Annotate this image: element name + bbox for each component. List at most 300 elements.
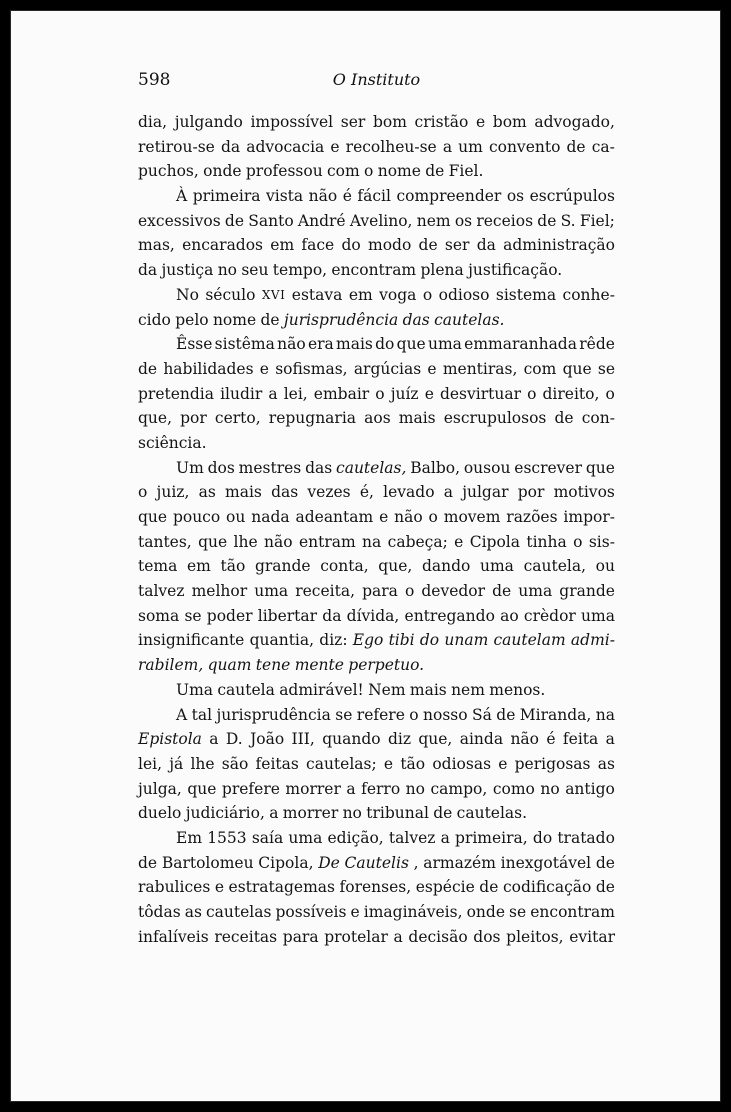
word: aos bbox=[364, 409, 391, 428]
word: ao bbox=[500, 606, 519, 625]
word: que bbox=[562, 359, 592, 378]
word: embair bbox=[313, 384, 370, 403]
word: excessivos bbox=[138, 211, 221, 230]
word: das bbox=[305, 458, 333, 477]
word: forenses, bbox=[339, 878, 412, 897]
word: de bbox=[224, 211, 245, 230]
word: de bbox=[433, 804, 453, 823]
text-line bbox=[138, 703, 615, 728]
word: o bbox=[527, 384, 537, 403]
word: saía bbox=[251, 828, 284, 847]
word: de bbox=[496, 705, 516, 724]
word: a bbox=[209, 730, 219, 749]
word: cido bbox=[138, 310, 171, 329]
word: de bbox=[595, 853, 615, 872]
text-line bbox=[138, 653, 615, 678]
word: libertar bbox=[257, 606, 318, 625]
word: devedor bbox=[421, 582, 486, 601]
text-line bbox=[138, 554, 615, 579]
word: que, bbox=[378, 557, 413, 576]
word: julgar bbox=[462, 483, 509, 502]
word: a bbox=[605, 730, 615, 749]
word: é bbox=[342, 187, 352, 206]
word: mais bbox=[336, 335, 373, 354]
text-line bbox=[138, 209, 615, 234]
text-line bbox=[138, 777, 615, 802]
word: refere bbox=[356, 705, 405, 724]
word: unam bbox=[444, 631, 489, 650]
word: tribunal bbox=[366, 804, 429, 823]
word: armazém bbox=[423, 853, 496, 872]
word: e bbox=[498, 754, 508, 773]
word: tratado bbox=[557, 828, 615, 847]
word: Bartolomeu bbox=[161, 853, 254, 872]
word: de bbox=[260, 310, 280, 329]
word: no bbox=[342, 804, 362, 823]
word: não bbox=[510, 730, 540, 749]
word: pleitos, bbox=[506, 927, 564, 946]
word: nosso bbox=[423, 705, 468, 724]
word: lhe bbox=[190, 754, 215, 773]
word: o bbox=[404, 582, 415, 601]
word: julgando bbox=[174, 113, 243, 131]
word: decisão bbox=[408, 927, 468, 946]
page-number: 598 bbox=[138, 70, 171, 90]
word: por bbox=[180, 409, 207, 428]
word: uma bbox=[518, 582, 553, 601]
word: e bbox=[454, 532, 464, 551]
word: direito, bbox=[542, 384, 600, 403]
word: em bbox=[348, 285, 373, 304]
word: mentiras, bbox=[442, 359, 518, 378]
word: infalíveis bbox=[138, 927, 209, 946]
word: para bbox=[282, 927, 319, 946]
word: André bbox=[297, 211, 346, 230]
word: dos bbox=[473, 927, 501, 946]
word: do bbox=[532, 828, 553, 847]
word: a bbox=[442, 137, 453, 156]
word: Cipola bbox=[469, 532, 520, 551]
word: menos. bbox=[489, 680, 546, 699]
word: jurisprudência bbox=[216, 705, 331, 724]
word: por bbox=[517, 483, 545, 502]
word: ser bbox=[340, 113, 366, 131]
word: encontram bbox=[331, 261, 417, 280]
word: razões bbox=[506, 508, 558, 526]
text-line bbox=[138, 900, 615, 925]
word: sofismas, bbox=[275, 359, 348, 378]
word: das bbox=[402, 310, 430, 329]
word: Um bbox=[176, 458, 204, 477]
word: evitar bbox=[569, 927, 615, 946]
word: grande bbox=[559, 582, 615, 601]
word: pelo bbox=[175, 310, 209, 329]
word: no bbox=[217, 261, 238, 280]
word: não bbox=[308, 187, 338, 206]
word: o bbox=[573, 532, 583, 551]
word: a bbox=[269, 804, 279, 823]
word: que bbox=[396, 335, 426, 354]
word: dando bbox=[421, 557, 471, 576]
word: habilidades bbox=[163, 359, 254, 378]
word: tene bbox=[255, 656, 291, 675]
word: desvirtuar bbox=[439, 384, 521, 403]
word: dos bbox=[207, 458, 235, 477]
word: jurisprudência bbox=[283, 310, 399, 329]
word: se bbox=[509, 903, 527, 921]
word: nada bbox=[251, 508, 290, 526]
word: e bbox=[350, 903, 360, 921]
word: impor- bbox=[563, 508, 615, 526]
word: quantia, bbox=[249, 631, 315, 650]
word: odiosas bbox=[432, 754, 492, 773]
word: uma bbox=[254, 582, 289, 601]
word: codificação bbox=[502, 878, 592, 897]
word: retirou-se bbox=[138, 137, 215, 156]
word: tantes, bbox=[138, 532, 192, 551]
word: primeira, bbox=[455, 828, 528, 847]
word: na bbox=[595, 705, 615, 724]
word: vezes bbox=[307, 483, 351, 502]
word: admirável! bbox=[279, 680, 364, 699]
word: Epistola bbox=[138, 730, 202, 749]
word: motivos bbox=[553, 483, 615, 502]
word: encarados bbox=[182, 236, 264, 255]
text-line bbox=[138, 925, 615, 950]
word: o bbox=[605, 384, 615, 403]
text-line bbox=[138, 233, 615, 258]
text-line bbox=[138, 851, 615, 876]
running-title: O Instituto bbox=[332, 70, 421, 89]
word: tinha bbox=[526, 532, 567, 551]
word: escrúpulos bbox=[529, 187, 615, 206]
word: Cautelis bbox=[344, 853, 409, 872]
word: No bbox=[176, 285, 199, 304]
text-line bbox=[138, 727, 615, 752]
word: encontram bbox=[530, 903, 615, 921]
word: convento bbox=[488, 137, 561, 156]
word: À bbox=[176, 187, 188, 206]
body-text bbox=[138, 110, 615, 949]
word: adeantam bbox=[295, 508, 374, 526]
word: conta, bbox=[320, 557, 369, 576]
text-line bbox=[138, 283, 615, 308]
word: onde bbox=[203, 162, 242, 181]
word: espécie bbox=[415, 878, 475, 897]
word: campo, bbox=[430, 779, 488, 798]
word: da bbox=[220, 137, 241, 156]
word: professou bbox=[245, 162, 323, 181]
word: mestres bbox=[238, 458, 302, 477]
word: ou bbox=[595, 557, 615, 576]
word: e bbox=[383, 754, 394, 773]
word: de bbox=[138, 359, 158, 378]
word: é, bbox=[359, 483, 374, 502]
word: rabilem, bbox=[138, 656, 204, 675]
word: juíz bbox=[390, 384, 419, 403]
word: Balbo, bbox=[410, 458, 461, 477]
word: protelar bbox=[324, 927, 388, 946]
word: Miranda, bbox=[519, 705, 592, 724]
word: escrever bbox=[514, 458, 582, 477]
word: tibi bbox=[388, 631, 415, 650]
word: perpetuo. bbox=[348, 656, 425, 675]
word: dívida, bbox=[346, 606, 400, 625]
word: a bbox=[346, 779, 356, 798]
word: do bbox=[375, 335, 395, 354]
word: Fiel. bbox=[448, 162, 484, 181]
word: recolheu-se bbox=[345, 137, 437, 156]
word: fácil bbox=[357, 187, 391, 206]
text-line bbox=[138, 801, 615, 826]
word: talvez bbox=[138, 582, 185, 601]
word: Nem bbox=[368, 680, 406, 699]
word: e bbox=[424, 384, 434, 403]
word: que, bbox=[138, 409, 173, 428]
text-line bbox=[138, 604, 615, 629]
word: lei, bbox=[283, 384, 308, 403]
word: D. bbox=[225, 730, 243, 749]
word: S. bbox=[560, 211, 576, 230]
word: sistema bbox=[495, 285, 557, 304]
word: possíveis bbox=[275, 903, 347, 921]
word: receios bbox=[476, 211, 534, 230]
word: nome bbox=[377, 162, 421, 181]
word: Cipola, bbox=[258, 853, 314, 872]
word: de bbox=[537, 211, 557, 230]
word: um bbox=[458, 137, 483, 156]
word: III, bbox=[291, 730, 315, 749]
word: são bbox=[221, 754, 249, 773]
word: sciência. bbox=[138, 433, 207, 452]
word: repugnaria bbox=[268, 409, 357, 428]
word: lei, bbox=[138, 754, 163, 773]
word: poder bbox=[206, 606, 253, 625]
word: em bbox=[270, 236, 295, 255]
word: vista bbox=[265, 187, 304, 206]
word: e bbox=[379, 508, 389, 526]
word: da bbox=[138, 261, 158, 280]
text-line bbox=[138, 431, 615, 456]
word: no bbox=[540, 779, 560, 798]
word: de bbox=[425, 162, 445, 181]
word: morrer bbox=[282, 804, 339, 823]
word: Fiel; bbox=[579, 211, 615, 230]
word: justificação. bbox=[468, 261, 563, 280]
word: nome bbox=[212, 310, 257, 329]
word: uma bbox=[427, 335, 462, 354]
word: o bbox=[375, 384, 385, 403]
word: se bbox=[597, 359, 615, 378]
word: a bbox=[443, 483, 453, 502]
text-line bbox=[138, 530, 615, 555]
word: tal bbox=[191, 705, 213, 724]
word: do bbox=[419, 631, 440, 650]
word: melhor bbox=[191, 582, 248, 601]
word: e bbox=[330, 137, 340, 156]
word: para bbox=[362, 582, 398, 601]
word: que bbox=[187, 779, 217, 798]
word: uma bbox=[288, 828, 323, 847]
text-line bbox=[138, 505, 615, 530]
word: se bbox=[184, 606, 202, 625]
word: plena bbox=[420, 261, 464, 280]
word: mais bbox=[225, 483, 262, 502]
word: a bbox=[440, 828, 450, 847]
word: entram bbox=[298, 532, 356, 551]
word: certo, bbox=[214, 409, 261, 428]
text-line bbox=[138, 357, 615, 382]
word: con- bbox=[581, 409, 615, 428]
word: crèdor bbox=[523, 606, 576, 625]
word: tão bbox=[220, 557, 246, 576]
word: mas, bbox=[138, 236, 175, 255]
word: o bbox=[138, 483, 148, 502]
word: nem bbox=[451, 680, 485, 699]
word: quam bbox=[207, 656, 252, 675]
word: ou bbox=[226, 508, 246, 526]
word: uma bbox=[581, 606, 615, 625]
word: Ego bbox=[352, 631, 384, 650]
text-line bbox=[138, 308, 615, 333]
word: argúcias bbox=[353, 359, 422, 378]
word: da bbox=[322, 606, 342, 625]
word: e bbox=[259, 359, 269, 378]
word: as bbox=[184, 903, 202, 921]
word: compreender bbox=[396, 187, 502, 206]
word: edição, bbox=[327, 828, 384, 847]
text-line bbox=[138, 332, 615, 357]
word: XVI bbox=[261, 287, 286, 302]
word: levado bbox=[383, 483, 435, 502]
word: cautela, bbox=[523, 557, 586, 576]
word: de bbox=[138, 853, 158, 872]
text-line bbox=[138, 406, 615, 431]
word: tema bbox=[138, 557, 178, 576]
text-line bbox=[138, 382, 615, 407]
word: em bbox=[186, 557, 211, 576]
word: entregando bbox=[404, 606, 495, 625]
word: e bbox=[427, 359, 437, 378]
word: Sá bbox=[472, 705, 492, 724]
word: século bbox=[205, 285, 256, 304]
text-line bbox=[138, 110, 615, 135]
word: insignificante bbox=[138, 631, 245, 650]
text-line bbox=[138, 135, 615, 160]
word: A bbox=[176, 705, 188, 724]
word: odioso bbox=[438, 285, 490, 304]
word: cabeça; bbox=[387, 532, 448, 551]
word: duelo bbox=[138, 804, 182, 823]
word: pouco bbox=[172, 508, 221, 526]
word: rabulices bbox=[138, 878, 211, 897]
word: os bbox=[454, 211, 473, 230]
running-header bbox=[138, 70, 615, 92]
text-line bbox=[138, 752, 615, 777]
word: mais bbox=[409, 680, 447, 699]
word: emmaranhada bbox=[464, 335, 577, 354]
word: antigo bbox=[565, 779, 615, 798]
word: o bbox=[422, 285, 433, 304]
word: não bbox=[394, 508, 423, 526]
word: como bbox=[492, 779, 535, 798]
word: iludir bbox=[220, 384, 263, 403]
word: cautela bbox=[217, 680, 275, 699]
word: de bbox=[418, 236, 438, 255]
word: advocacia bbox=[246, 137, 325, 156]
word: do bbox=[341, 236, 361, 255]
word: cautelas. bbox=[434, 310, 505, 329]
word: justiça bbox=[161, 261, 214, 280]
word: soma bbox=[138, 606, 180, 625]
word: já bbox=[169, 754, 184, 773]
word: mente bbox=[294, 656, 344, 675]
text-line bbox=[138, 456, 615, 481]
word: bom bbox=[492, 113, 527, 131]
word: juiz, bbox=[156, 483, 190, 502]
word: da bbox=[476, 236, 496, 255]
word: cautelas. bbox=[456, 804, 528, 823]
word: estava bbox=[291, 285, 343, 304]
word: que bbox=[138, 508, 168, 526]
word: morrer bbox=[285, 779, 341, 798]
word: ousou bbox=[463, 458, 511, 477]
text-line bbox=[138, 159, 615, 184]
word: feitas bbox=[255, 754, 299, 773]
word: ainda bbox=[459, 730, 504, 749]
word: de bbox=[566, 137, 586, 156]
word: cautelas bbox=[205, 903, 272, 921]
word: Êsse bbox=[176, 335, 213, 354]
word: diz: bbox=[319, 631, 348, 650]
word: no bbox=[405, 779, 425, 798]
word: nem bbox=[416, 211, 451, 230]
text-line bbox=[138, 875, 615, 900]
word: que bbox=[585, 458, 615, 477]
word: das bbox=[271, 483, 299, 502]
word: com bbox=[523, 359, 557, 378]
word: na bbox=[362, 532, 382, 551]
word: julga, bbox=[138, 779, 182, 798]
word: voga bbox=[379, 285, 417, 304]
word: receita, bbox=[295, 582, 355, 601]
word: face bbox=[301, 236, 335, 255]
word: imagináveis, bbox=[363, 903, 463, 921]
word: De bbox=[318, 853, 340, 872]
word: seu bbox=[241, 261, 269, 280]
word: prefere bbox=[221, 779, 280, 798]
word: feita bbox=[562, 730, 599, 749]
word: e bbox=[214, 878, 224, 897]
word: Santo bbox=[248, 211, 294, 230]
word: o bbox=[428, 508, 438, 526]
word: bom bbox=[372, 113, 407, 131]
text-line bbox=[138, 258, 615, 283]
word: cristão bbox=[414, 113, 469, 131]
word: é bbox=[546, 730, 556, 749]
word: pretendia bbox=[138, 384, 215, 403]
word: ferro bbox=[361, 779, 401, 798]
word: 1553 bbox=[207, 828, 247, 847]
word: conhe- bbox=[562, 285, 615, 304]
text-line bbox=[138, 826, 615, 851]
word: cautelam bbox=[493, 631, 566, 650]
word: escrupulosos bbox=[443, 409, 547, 428]
word: de bbox=[554, 409, 574, 428]
word: tôdas bbox=[138, 903, 181, 921]
word: de bbox=[492, 582, 512, 601]
word: a bbox=[268, 384, 278, 403]
